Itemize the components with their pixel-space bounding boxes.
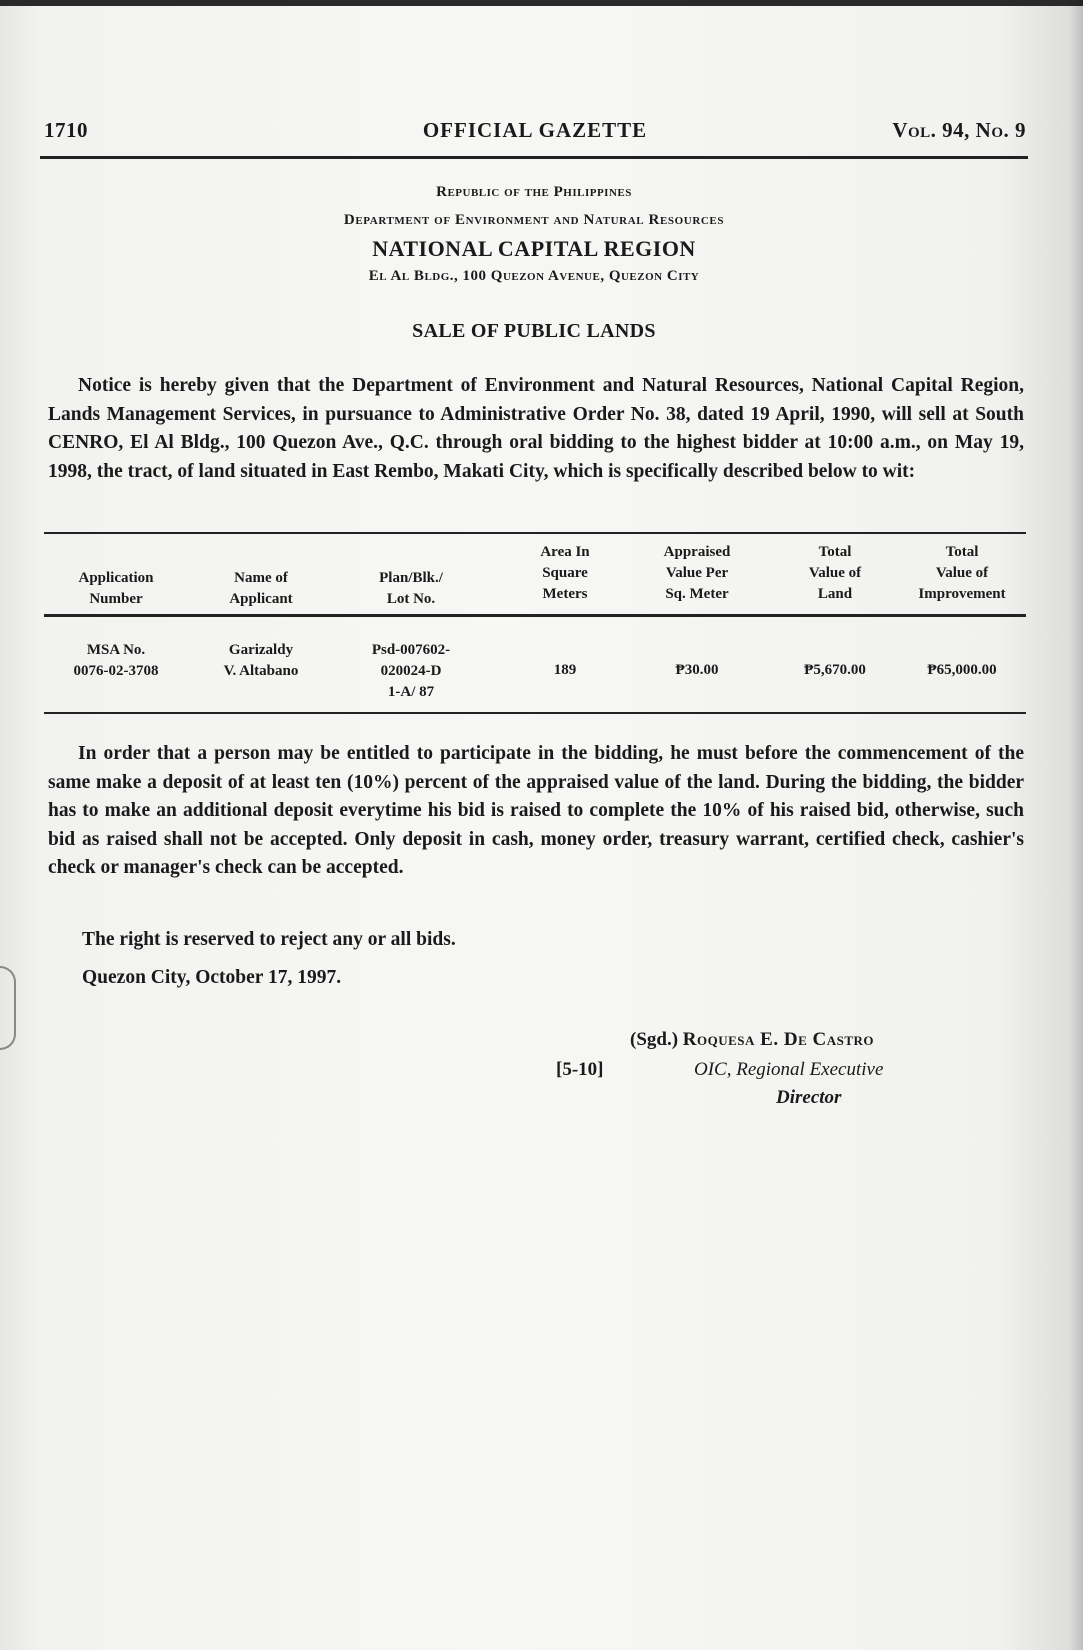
binding-mark bbox=[0, 966, 16, 1050]
region-line: NATIONAL CAPITAL REGION bbox=[372, 236, 696, 261]
running-head bbox=[44, 118, 1026, 148]
publication-title: OFFICIAL GAZETTE bbox=[422, 118, 648, 142]
header-text: Value Per bbox=[665, 565, 729, 581]
notice-paragraph: Notice is hereby given that the Department of Environment and Natural Resources, National Capital Region, Lands Management Services, in pursuance to Administrative Order No. 38, dated 19 April, 1990, will sell at South CENRO, El Al Bldg., 100 Quezon Ave., Q.C. through oral bidding to the highest bidder at 10:00 a.m., on May 19, 1998, the tract, of land situated in East Rembo, Makati City, which is specifically described below to wit: bbox=[48, 375, 1024, 482]
cell-text: 0076-02-3708 bbox=[73, 663, 159, 679]
cell-text: 1-A/ 87 bbox=[387, 684, 435, 700]
col-header-total-improvement bbox=[898, 542, 1026, 605]
header-text: Value of bbox=[935, 565, 989, 581]
table-top-rule bbox=[44, 532, 1026, 534]
republic-line: Republic of the Philippines bbox=[436, 184, 632, 200]
page-right-shadow bbox=[1069, 0, 1083, 1650]
signature-line bbox=[630, 1026, 874, 1054]
cell-text: Garizaldy bbox=[228, 642, 294, 658]
table-header-rule bbox=[44, 614, 1026, 617]
header-text: Plan/Blk./ bbox=[379, 570, 443, 586]
signatory-name: Roquesa E. De Castro bbox=[682, 1029, 874, 1050]
header-text: Square bbox=[542, 565, 588, 581]
cell-text: V. Altabano bbox=[223, 663, 299, 679]
header-text: Area In bbox=[540, 544, 590, 560]
signatory-title-continued: Director bbox=[776, 1087, 842, 1108]
cell-text: 020024-D bbox=[380, 663, 442, 679]
col-header-area bbox=[510, 542, 620, 605]
header-text: Improvement bbox=[918, 586, 1006, 602]
header-text: Value of bbox=[808, 565, 862, 581]
col-header-application-number bbox=[56, 568, 176, 610]
cell-application-number bbox=[56, 640, 176, 682]
col-header-appraised-value bbox=[632, 542, 762, 605]
header-text: Land bbox=[817, 586, 853, 602]
rights-statement: The right is reserved to reject any or all bids. bbox=[82, 929, 456, 950]
cell-area: 189 bbox=[553, 662, 577, 678]
header-text: Number bbox=[89, 591, 143, 607]
header-text: Sq. Meter bbox=[665, 586, 729, 602]
table-bottom-rule bbox=[44, 712, 1026, 714]
sgd-label: (Sgd.) bbox=[630, 1029, 679, 1050]
header-text: Name of bbox=[234, 570, 288, 586]
header-text: Total bbox=[818, 544, 852, 560]
department-line: Department of Environment and Natural Resources bbox=[343, 212, 725, 228]
cell-appraised-value: ₱30.00 bbox=[675, 662, 719, 678]
page-number: 1710 bbox=[44, 118, 88, 142]
header-text: Application bbox=[78, 570, 154, 586]
deposit-paragraph: In order that a person may be entitled to participate in the bidding, he must before the commencement of the same make a deposit of at least ten (10%) percent of the appraised value of the land. During the bidding, the bidder has to make an additional deposit everytime his bid is raised to complete the 10% of his raised bid, otherwise, such bid as raised shall not be accepted. Only deposit in cash, money order, treasury warrant, certified check, cashier's check or manager's check can be accepted. bbox=[48, 743, 1024, 878]
header-rule bbox=[40, 156, 1028, 159]
notice-title: SALE OF PUBLIC LANDS bbox=[412, 320, 656, 342]
signatory-title: OIC, Regional Executive bbox=[694, 1059, 884, 1080]
col-header-plan-lot bbox=[346, 568, 476, 610]
place-date: Quezon City, October 17, 1997. bbox=[82, 967, 342, 988]
col-header-applicant-name bbox=[196, 568, 326, 610]
cell-text: Psd-007602- bbox=[371, 642, 451, 658]
header-text: Applicant bbox=[229, 591, 293, 607]
volume-number: Vol. 94, No. 9 bbox=[892, 118, 1026, 142]
header-text: Meters bbox=[542, 586, 588, 602]
header-text: Total bbox=[945, 544, 979, 560]
address-line: El Al Bldg., 100 Quezon Avenue, Quezon City bbox=[368, 268, 700, 284]
header-text: Appraised bbox=[663, 544, 731, 560]
header-text: Lot No. bbox=[386, 591, 436, 607]
cell-text: MSA No. bbox=[86, 642, 146, 658]
publication-reference: [5-10] bbox=[556, 1059, 604, 1080]
cell-applicant-name bbox=[196, 640, 326, 682]
cell-plan-lot bbox=[346, 640, 476, 703]
cell-total-improvement: ₱65,000.00 bbox=[927, 662, 997, 678]
page-top-edge bbox=[0, 0, 1083, 6]
col-header-total-land bbox=[772, 542, 898, 605]
cell-total-land: ₱5,670.00 bbox=[804, 662, 866, 678]
